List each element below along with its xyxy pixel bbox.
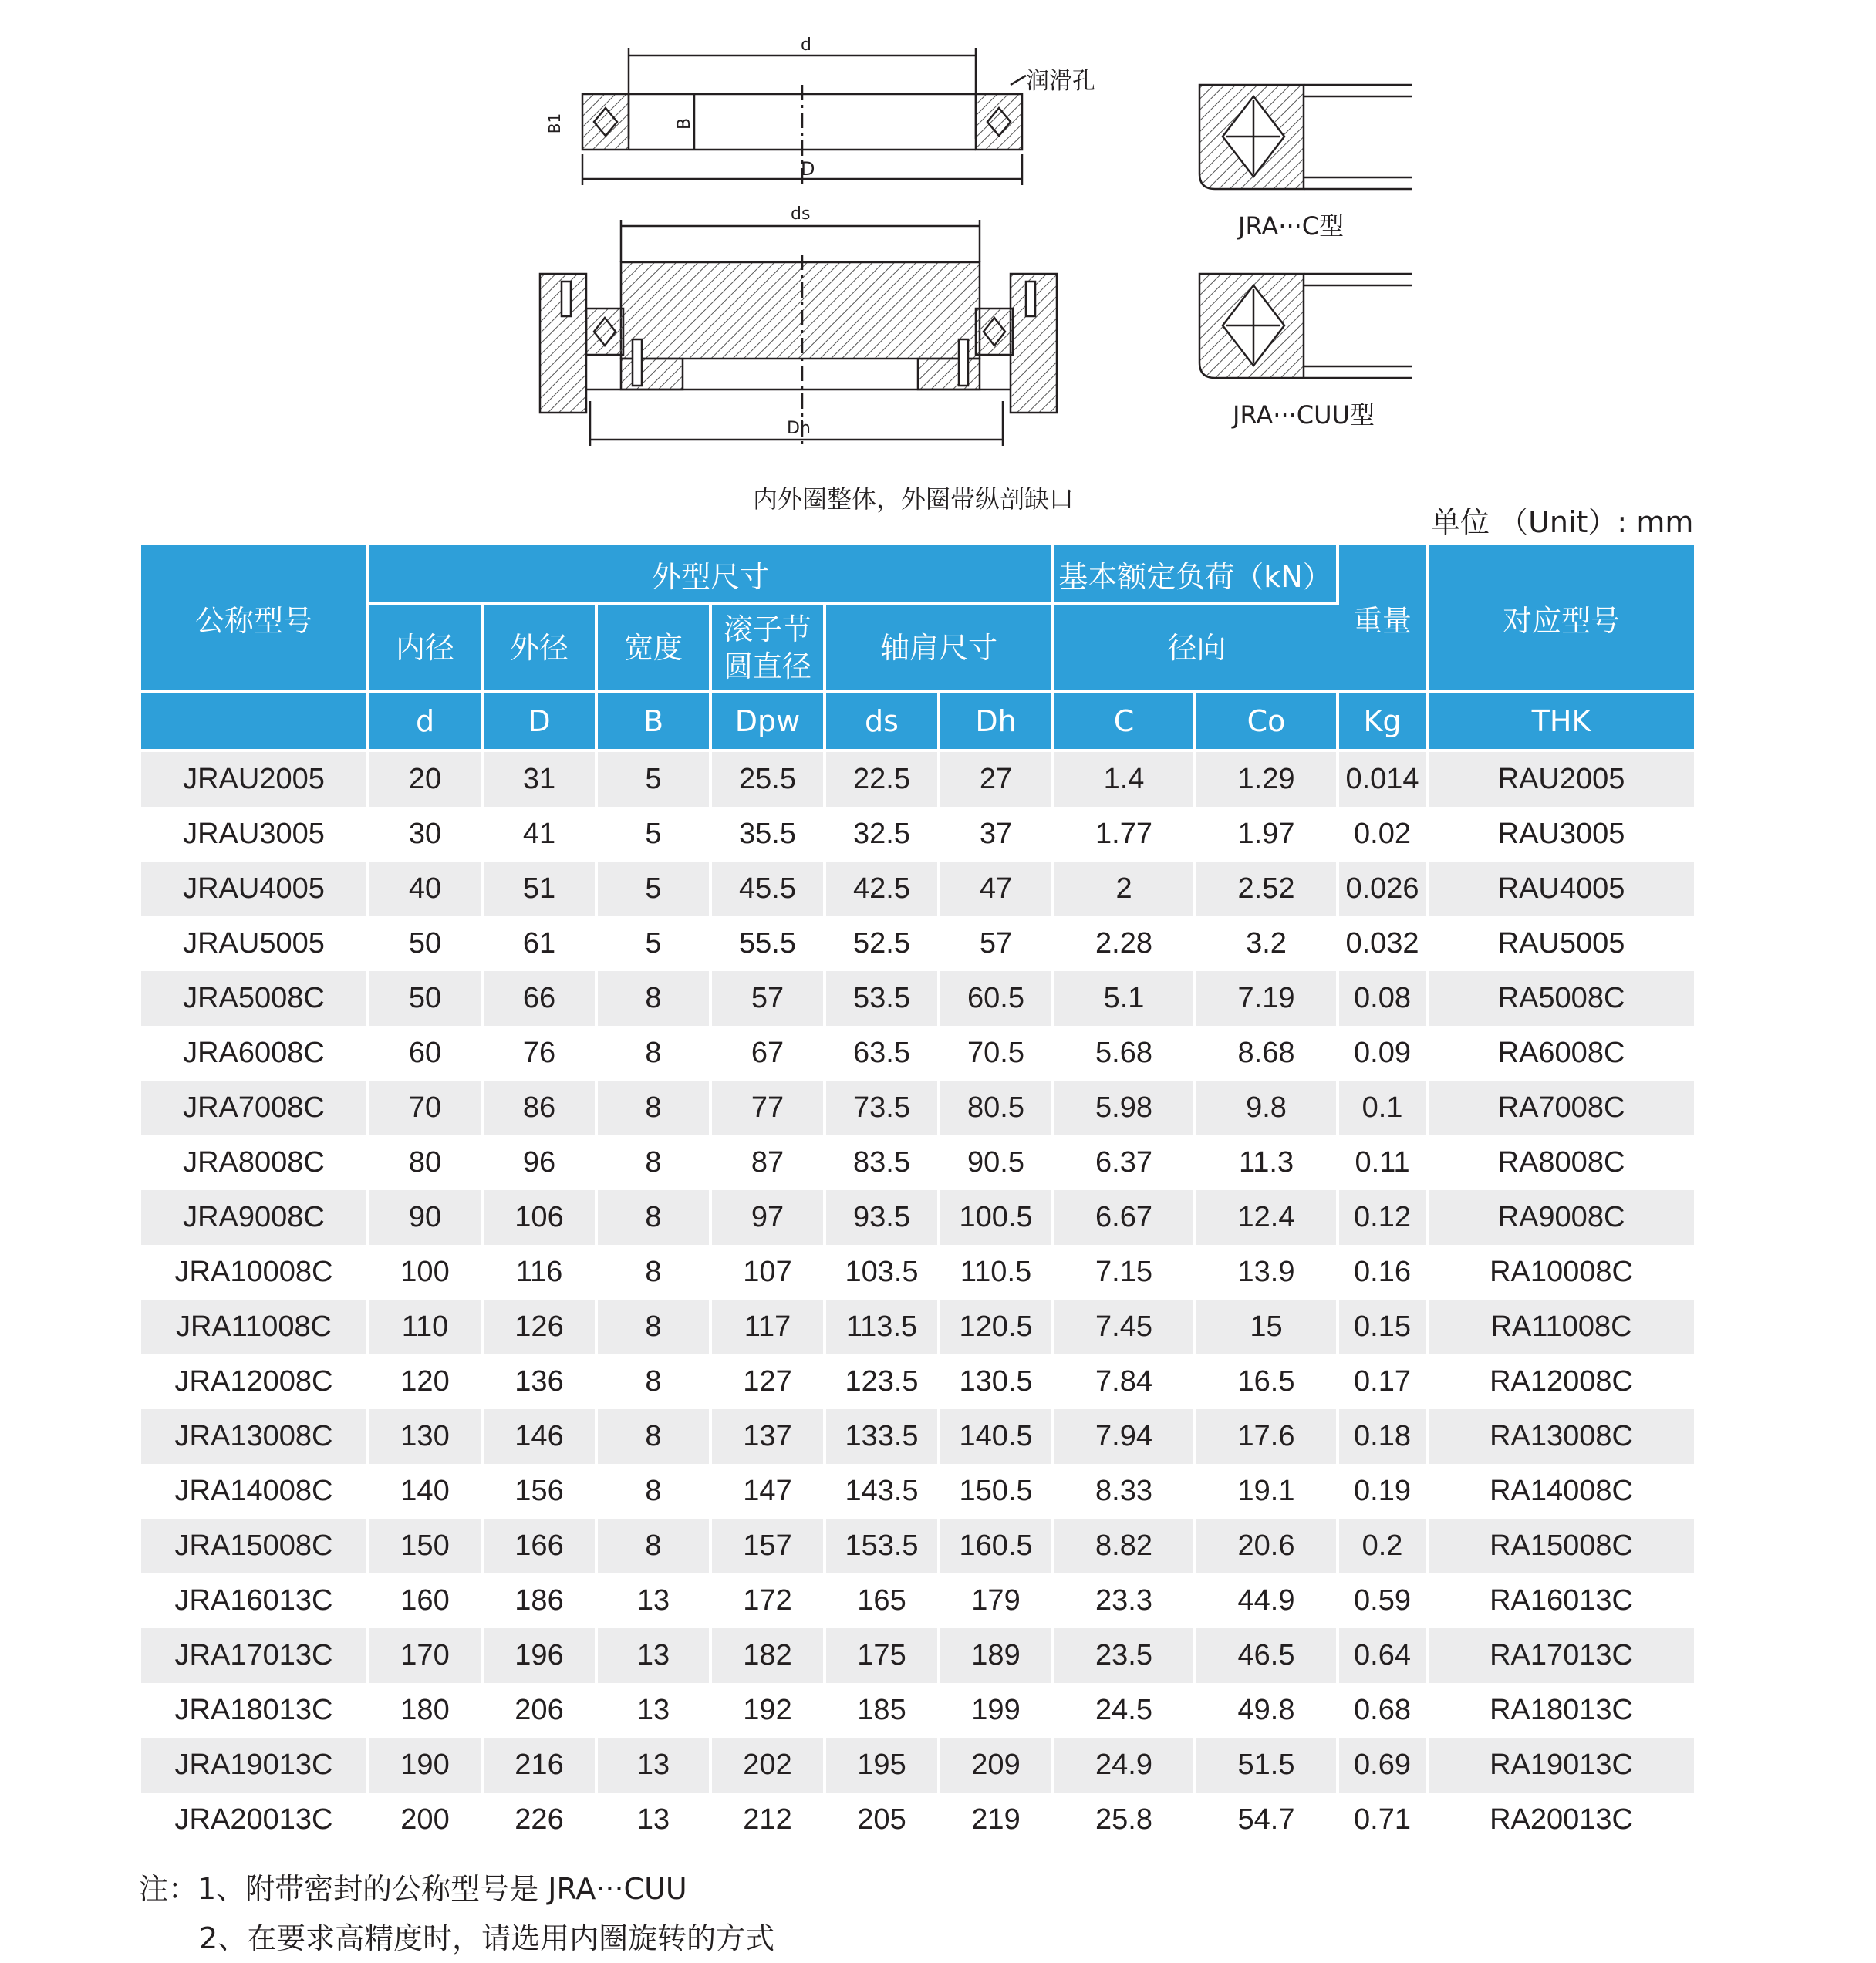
table-cell: JRA14008C (141, 1464, 369, 1519)
table-cell: JRA16013C (141, 1573, 369, 1628)
table-cell: 219 (940, 1793, 1054, 1847)
table-cell: 8 (598, 1190, 712, 1245)
table-cell: 0.11 (1339, 1135, 1429, 1190)
table-cell: 32.5 (826, 807, 940, 862)
table-cell: 8 (598, 1300, 712, 1354)
header-symbol-THK: THK (1429, 693, 1694, 752)
table-row (141, 1300, 1694, 1354)
table-cell: 205 (826, 1793, 940, 1847)
table-cell: 30 (369, 807, 484, 862)
header-symbol-C: C (1054, 693, 1196, 752)
table-cell: 160 (369, 1573, 484, 1628)
table-cell: JRA6008C (141, 1026, 369, 1081)
header-symbol-D: D (484, 693, 598, 752)
header-outer-diameter: 外径 (484, 605, 598, 693)
table-cell: RA20013C (1429, 1793, 1694, 1847)
table-row (141, 862, 1694, 916)
header-dimensions: 外型尺寸 (369, 545, 1054, 605)
table-cell: RA19013C (1429, 1738, 1694, 1793)
table-cell: 157 (712, 1519, 826, 1573)
table-cell: 100.5 (940, 1190, 1054, 1245)
table-cell: 0.19 (1339, 1464, 1429, 1519)
table-cell: 63.5 (826, 1026, 940, 1081)
table-cell: RA7008C (1429, 1081, 1694, 1135)
table-cell: 50 (369, 971, 484, 1026)
caption-main: 内外圈整体，外圈带纵剖缺口 (753, 484, 1075, 514)
header-radial: 径向 (1054, 605, 1339, 693)
table-cell: 47 (940, 862, 1054, 916)
table-cell: 77 (712, 1081, 826, 1135)
table-cell: 83.5 (826, 1135, 940, 1190)
header-inner-diameter: 内径 (369, 605, 484, 693)
table-cell: JRAU4005 (141, 862, 369, 916)
table-cell: 9.8 (1196, 1081, 1339, 1135)
table-cell: 44.9 (1196, 1573, 1339, 1628)
table-cell: 52.5 (826, 916, 940, 971)
table-cell: JRA18013C (141, 1683, 369, 1738)
table-cell: 123.5 (826, 1354, 940, 1409)
table-cell: 80.5 (940, 1081, 1054, 1135)
table-cell: 0.18 (1339, 1409, 1429, 1464)
table-cell: JRA17013C (141, 1628, 369, 1683)
table-cell: 120 (369, 1354, 484, 1409)
table-cell: 103.5 (826, 1245, 940, 1300)
table-row (141, 1793, 1694, 1847)
table-cell: 23.5 (1054, 1628, 1196, 1683)
label-d: d (801, 35, 811, 55)
table-cell: 54.7 (1196, 1793, 1339, 1847)
table-row (141, 1190, 1694, 1245)
table-cell: 7.45 (1054, 1300, 1196, 1354)
table-cell: JRA5008C (141, 971, 369, 1026)
table-cell: 13.9 (1196, 1245, 1339, 1300)
spec-table (141, 545, 1694, 1847)
table-cell: 127 (712, 1354, 826, 1409)
mounting-drawing (540, 220, 1057, 446)
table-cell: 0.69 (1339, 1738, 1429, 1793)
table-cell: 107 (712, 1245, 826, 1300)
table-cell: 37 (940, 807, 1054, 862)
table-row (141, 1519, 1694, 1573)
table-cell: 93.5 (826, 1190, 940, 1245)
caption-jra-cuu: JRA···CUU型 (1233, 400, 1375, 430)
spec-table-body (141, 752, 1694, 1847)
table-cell: 116 (484, 1245, 598, 1300)
table-cell: 147 (712, 1464, 826, 1519)
table-cell: 8 (598, 971, 712, 1026)
table-cell: 130.5 (940, 1354, 1054, 1409)
table-cell: 0.12 (1339, 1190, 1429, 1245)
table-cell: 5 (598, 862, 712, 916)
table-cell: 180 (369, 1683, 484, 1738)
table-cell: 8 (598, 1245, 712, 1300)
header-weight: 重量 (1339, 545, 1429, 693)
table-row (141, 916, 1694, 971)
table-row (141, 1464, 1694, 1519)
table-cell: 185 (826, 1683, 940, 1738)
table-cell: 45.5 (712, 862, 826, 916)
table-cell: 153.5 (826, 1519, 940, 1573)
table-cell: 166 (484, 1519, 598, 1573)
table-cell: JRAU5005 (141, 916, 369, 971)
header-symbol-blank (141, 693, 369, 752)
label-lube-hole: 润滑孔 (1026, 68, 1095, 95)
table-cell: 165 (826, 1573, 940, 1628)
table-cell: RA5008C (1429, 971, 1694, 1026)
label-Dh: Dh (787, 419, 811, 438)
table-cell: RA18013C (1429, 1683, 1694, 1738)
table-cell: 61 (484, 916, 598, 971)
header-width: 宽度 (598, 605, 712, 693)
table-cell: 51 (484, 862, 598, 916)
header-shoulder: 轴肩尺寸 (826, 605, 1054, 693)
table-cell: 55.5 (712, 916, 826, 971)
jra-cuu-type-drawing (1199, 274, 1412, 378)
table-cell: 199 (940, 1683, 1054, 1738)
table-cell: 216 (484, 1738, 598, 1793)
bearing-drawings (0, 0, 1876, 494)
jra-c-type-drawing (1199, 85, 1412, 189)
header-pitch-line1: 滚子节 (723, 612, 811, 646)
table-cell: 60 (369, 1026, 484, 1081)
table-cell: 0.68 (1339, 1683, 1429, 1738)
header-symbol-Kg: Kg (1339, 693, 1429, 752)
caption-jra-c: JRA···C型 (1238, 211, 1345, 241)
note-line-1: 注：1、附带密封的公称型号是 JRA···CUU (139, 1872, 687, 1906)
table-cell: 70 (369, 1081, 484, 1135)
table-cell: RAU4005 (1429, 862, 1694, 916)
table-cell: 120.5 (940, 1300, 1054, 1354)
table-cell: 87 (712, 1135, 826, 1190)
table-cell: 16.5 (1196, 1354, 1339, 1409)
table-cell: 8 (598, 1135, 712, 1190)
table-cell: 0.16 (1339, 1245, 1429, 1300)
table-cell: 23.3 (1054, 1573, 1196, 1628)
table-cell: 24.9 (1054, 1738, 1196, 1793)
table-cell: 22.5 (826, 752, 940, 807)
table-cell: 5.98 (1054, 1081, 1196, 1135)
table-cell: JRAU2005 (141, 752, 369, 807)
header-equivalent: 对应型号 (1429, 545, 1694, 693)
table-cell: 76 (484, 1026, 598, 1081)
table-cell: RA12008C (1429, 1354, 1694, 1409)
table-cell: 206 (484, 1683, 598, 1738)
table-cell: 182 (712, 1628, 826, 1683)
table-cell: 170 (369, 1628, 484, 1683)
table-cell: 0.17 (1339, 1354, 1429, 1409)
table-cell: 195 (826, 1738, 940, 1793)
table-cell: RA16013C (1429, 1573, 1694, 1628)
table-cell: 5.68 (1054, 1026, 1196, 1081)
table-row (141, 1573, 1694, 1628)
table-cell: JRA19013C (141, 1738, 369, 1793)
table-cell: 80 (369, 1135, 484, 1190)
table-cell: 156 (484, 1464, 598, 1519)
table-cell: 7.15 (1054, 1245, 1196, 1300)
table-cell: 126 (484, 1300, 598, 1354)
table-cell: 41 (484, 807, 598, 862)
table-cell: 7.94 (1054, 1409, 1196, 1464)
table-cell: 73.5 (826, 1081, 940, 1135)
table-cell: 189 (940, 1628, 1054, 1683)
table-cell: 2.52 (1196, 862, 1339, 916)
table-cell: JRA7008C (141, 1081, 369, 1135)
label-D: D (801, 158, 815, 180)
table-cell: 8 (598, 1519, 712, 1573)
table-cell: 42.5 (826, 862, 940, 916)
table-cell: 143.5 (826, 1464, 940, 1519)
header-pitch-diameter (712, 605, 826, 693)
table-cell: JRA11008C (141, 1300, 369, 1354)
table-cell: 160.5 (940, 1519, 1054, 1573)
unit-label: 单位 （Unit）: mm (1431, 505, 1694, 539)
table-cell: 6.37 (1054, 1135, 1196, 1190)
table-cell: JRA20013C (141, 1793, 369, 1847)
table-cell: 53.5 (826, 971, 940, 1026)
label-B: B (675, 117, 695, 130)
table-cell: 5.1 (1054, 971, 1196, 1026)
table-cell: 31 (484, 752, 598, 807)
table-cell: 130 (369, 1409, 484, 1464)
table-cell: 137 (712, 1409, 826, 1464)
table-cell: 67 (712, 1026, 826, 1081)
table-cell: JRA9008C (141, 1190, 369, 1245)
table-cell: 1.29 (1196, 752, 1339, 807)
table-cell: 133.5 (826, 1409, 940, 1464)
table-row (141, 971, 1694, 1026)
table-cell: 8.33 (1054, 1464, 1196, 1519)
table-cell: 97 (712, 1190, 826, 1245)
table-cell: 190 (369, 1738, 484, 1793)
table-cell: RA13008C (1429, 1409, 1694, 1464)
table-cell: 8 (598, 1354, 712, 1409)
table-cell: 25.5 (712, 752, 826, 807)
table-cell: RAU3005 (1429, 807, 1694, 862)
table-row (141, 752, 1694, 807)
table-cell: 2.28 (1054, 916, 1196, 971)
table-cell: 13 (598, 1573, 712, 1628)
table-cell: 172 (712, 1573, 826, 1628)
table-cell: 70.5 (940, 1026, 1054, 1081)
table-cell: 202 (712, 1738, 826, 1793)
table-cell: 57 (712, 971, 826, 1026)
table-cell: 136 (484, 1354, 598, 1409)
table-cell: 96 (484, 1135, 598, 1190)
table-cell: 5 (598, 916, 712, 971)
table-cell: 24.5 (1054, 1683, 1196, 1738)
table-cell: RA15008C (1429, 1519, 1694, 1573)
table-cell: 51.5 (1196, 1738, 1339, 1793)
table-cell: RA8008C (1429, 1135, 1694, 1190)
table-cell: 66 (484, 971, 598, 1026)
table-cell: 20 (369, 752, 484, 807)
table-cell: JRA8008C (141, 1135, 369, 1190)
table-cell: JRA12008C (141, 1354, 369, 1409)
table-cell: 8 (598, 1464, 712, 1519)
table-cell: 8.68 (1196, 1026, 1339, 1081)
table-cell: JRA10008C (141, 1245, 369, 1300)
table-cell: 50 (369, 916, 484, 971)
table-cell: 46.5 (1196, 1628, 1339, 1683)
table-cell: RA14008C (1429, 1464, 1694, 1519)
table-cell: RA17013C (1429, 1628, 1694, 1683)
table-cell: 8 (598, 1026, 712, 1081)
table-row (141, 1245, 1694, 1300)
table-cell: 186 (484, 1573, 598, 1628)
table-cell: 40 (369, 862, 484, 916)
table-cell: 0.02 (1339, 807, 1429, 862)
table-cell: 7.19 (1196, 971, 1339, 1026)
table-cell: 0.09 (1339, 1026, 1429, 1081)
table-cell: 150.5 (940, 1464, 1054, 1519)
header-symbol-d: d (369, 693, 484, 752)
table-cell: 7.84 (1054, 1354, 1196, 1409)
table-cell: RA6008C (1429, 1026, 1694, 1081)
table-row (141, 1738, 1694, 1793)
label-B1: B1 (545, 113, 565, 134)
table-cell: 110 (369, 1300, 484, 1354)
table-cell: 8.82 (1054, 1519, 1196, 1573)
table-cell: 5 (598, 807, 712, 862)
table-cell: 212 (712, 1793, 826, 1847)
table-cell: 117 (712, 1300, 826, 1354)
table-cell: 8 (598, 1409, 712, 1464)
table-cell: 1.97 (1196, 807, 1339, 862)
table-cell: 146 (484, 1409, 598, 1464)
table-cell: 60.5 (940, 971, 1054, 1026)
table-cell: 1.4 (1054, 752, 1196, 807)
table-cell: 196 (484, 1628, 598, 1683)
table-cell: RA10008C (1429, 1245, 1694, 1300)
table-cell: 100 (369, 1245, 484, 1300)
table-cell: 5 (598, 752, 712, 807)
table-cell: RAU5005 (1429, 916, 1694, 971)
table-cell: 106 (484, 1190, 598, 1245)
table-row (141, 1354, 1694, 1409)
table-cell: RA11008C (1429, 1300, 1694, 1354)
header-symbol-Dpw: Dpw (712, 693, 826, 752)
table-row (141, 1135, 1694, 1190)
table-cell: 140 (369, 1464, 484, 1519)
table-cell: 35.5 (712, 807, 826, 862)
table-cell: 13 (598, 1628, 712, 1683)
table-cell: 0.59 (1339, 1573, 1429, 1628)
table-cell: 8 (598, 1081, 712, 1135)
header-symbol-ds: ds (826, 693, 940, 752)
table-cell: JRAU3005 (141, 807, 369, 862)
table-cell: JRA13008C (141, 1409, 369, 1464)
table-row (141, 1409, 1694, 1464)
table-cell: 0.71 (1339, 1793, 1429, 1847)
table-cell: 0.64 (1339, 1628, 1429, 1683)
header-pitch-line2: 圆直径 (723, 649, 811, 683)
table-cell: 0.014 (1339, 752, 1429, 807)
table-cell: 17.6 (1196, 1409, 1339, 1464)
table-row (141, 1026, 1694, 1081)
table-cell: 57 (940, 916, 1054, 971)
header-load: 基本额定负荷（kN） (1054, 545, 1339, 605)
table-row (141, 1628, 1694, 1683)
table-cell: JRA15008C (141, 1519, 369, 1573)
table-cell: 209 (940, 1738, 1054, 1793)
table-cell: 110.5 (940, 1245, 1054, 1300)
table-cell: 200 (369, 1793, 484, 1847)
table-row (141, 1683, 1694, 1738)
table-cell: 13 (598, 1683, 712, 1738)
table-cell: 90 (369, 1190, 484, 1245)
table-cell: 13 (598, 1793, 712, 1847)
table-cell: 13 (598, 1738, 712, 1793)
table-cell: 25.8 (1054, 1793, 1196, 1847)
note-line-2: 2、在要求高精度时，请选用内圈旋转的方式 (199, 1921, 775, 1955)
table-cell: 11.3 (1196, 1135, 1339, 1190)
table-row (141, 807, 1694, 862)
table-cell: 0.15 (1339, 1300, 1429, 1354)
table-cell: 90.5 (940, 1135, 1054, 1190)
table-cell: RA9008C (1429, 1190, 1694, 1245)
table-cell: 2 (1054, 862, 1196, 916)
table-cell: 226 (484, 1793, 598, 1847)
table-cell: 15 (1196, 1300, 1339, 1354)
table-cell: 113.5 (826, 1300, 940, 1354)
table-cell: 19.1 (1196, 1464, 1339, 1519)
table-cell: 0.032 (1339, 916, 1429, 971)
table-cell: 27 (940, 752, 1054, 807)
table-cell: 12.4 (1196, 1190, 1339, 1245)
table-cell: 150 (369, 1519, 484, 1573)
header-symbol-Co: Co (1196, 693, 1339, 752)
table-cell: 179 (940, 1573, 1054, 1628)
table-row (141, 1081, 1694, 1135)
table-cell: 0.2 (1339, 1519, 1429, 1573)
table-cell: 20.6 (1196, 1519, 1339, 1573)
table-cell: 175 (826, 1628, 940, 1683)
table-cell: 1.77 (1054, 807, 1196, 862)
table-cell: 49.8 (1196, 1683, 1339, 1738)
table-cell: 140.5 (940, 1409, 1054, 1464)
table-cell: 0.08 (1339, 971, 1429, 1026)
table-cell: 192 (712, 1683, 826, 1738)
label-ds: ds (791, 204, 811, 224)
table-cell: 3.2 (1196, 916, 1339, 971)
table-cell: 0.026 (1339, 862, 1429, 916)
header-symbol-B: B (598, 693, 712, 752)
table-cell: 6.67 (1054, 1190, 1196, 1245)
table-cell: RAU2005 (1429, 752, 1694, 807)
header-symbol-Dh: Dh (940, 693, 1054, 752)
header-model: 公称型号 (141, 545, 369, 693)
table-cell: 0.1 (1339, 1081, 1429, 1135)
table-cell: 86 (484, 1081, 598, 1135)
